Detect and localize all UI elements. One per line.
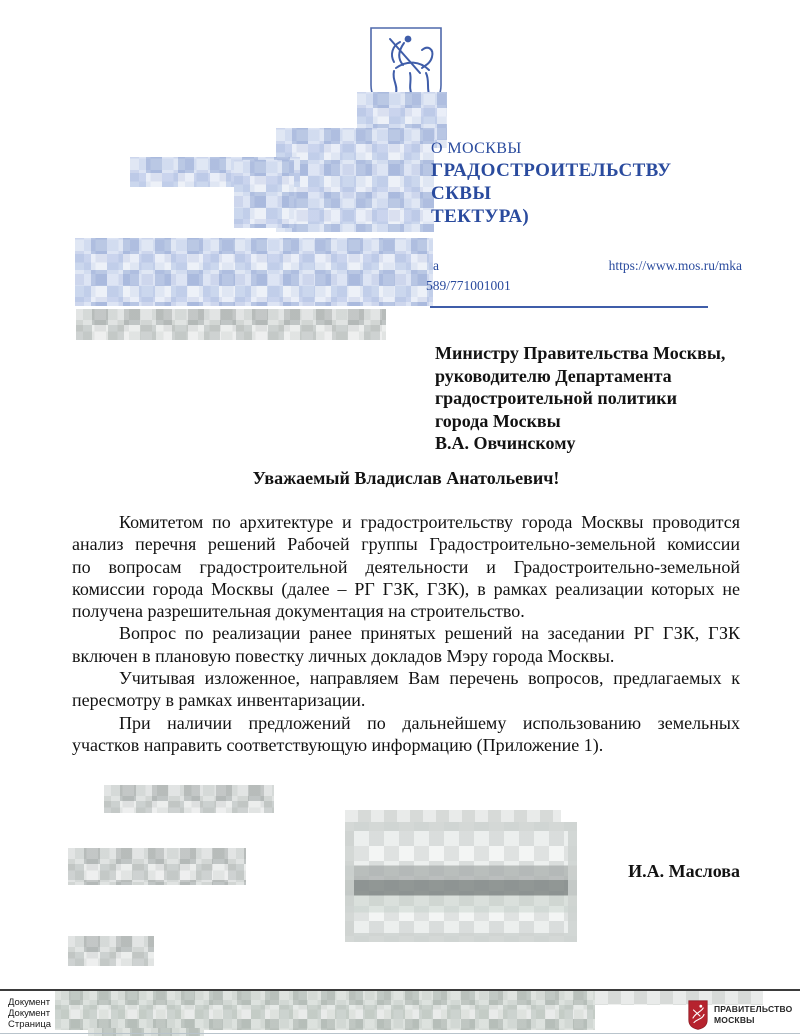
footer-doc-line: Документ <box>8 1008 51 1019</box>
redaction-stamp-block <box>345 822 577 942</box>
footer-doc-line: Страница <box>8 1019 52 1030</box>
footer-bottom-rule <box>0 1033 800 1034</box>
body-line: Учитывая изложенное, направляем Вам перечень вопросов, предлагаемых к <box>119 668 740 689</box>
redaction-block <box>234 160 294 228</box>
redaction-block <box>55 991 595 1030</box>
addressee-line: города Москвы <box>435 410 561 431</box>
body-line: При наличии предложений по дальнейшему использованию земельных <box>119 712 740 733</box>
org-name-fragment-line2: ГРАДОСТРОИТЕЛЬСТВУ <box>431 160 672 181</box>
footer-gov-line: МОСКВЫ <box>714 1014 755 1025</box>
addressee-block <box>435 342 725 455</box>
footer-doc-line: Документ <box>8 997 51 1008</box>
redaction-block <box>595 991 763 1005</box>
letterhead-divider <box>430 306 708 308</box>
footer-gov-label <box>714 1004 792 1025</box>
salutation: Уважаемый Владислав Анатольевич! <box>252 468 560 488</box>
website-link[interactable]: https://www.mos.ru/mka <box>608 258 742 273</box>
body-line: по вопросам градостроительной деятельности и Градостроительно-земельной <box>72 556 740 577</box>
body-line: участков направить соответствующую информацию (Приложение 1). <box>72 734 604 755</box>
letter-body <box>72 511 740 756</box>
org-name-fragment-line3: СКВЫ <box>431 183 492 204</box>
redaction-block <box>68 848 246 885</box>
redaction-block <box>75 238 433 306</box>
redaction-block <box>104 785 274 813</box>
addressee-line: руководителю Департамента <box>435 365 672 386</box>
contact-fragment: а <box>433 258 439 273</box>
body-line: комиссии города Москвы (далее – РГ ГЗК, ГЗК), в рамках реализации которых не <box>72 578 740 599</box>
body-line: пересмотру в рамках инвентаризации. <box>72 690 366 711</box>
redaction-block <box>76 309 386 340</box>
footer-gov-line: ПРАВИТЕЛЬСТВО <box>714 1004 793 1014</box>
redaction-block <box>88 1028 204 1036</box>
body-line: включен в плановую повестку личных докладов Мэру города Москвы. <box>72 645 615 666</box>
footer-doc-info <box>8 997 51 1030</box>
body-line: получена разрешительная документация на строительство. <box>72 601 525 622</box>
moscow-government-emblem-icon <box>688 1000 708 1030</box>
body-line: Комитетом по архитектуре и градостроительству города Москвы проводится <box>119 512 740 532</box>
body-line: анализ перечня решений Рабочей группы Градостроительно-земельной комиссии <box>72 534 740 555</box>
redaction-block <box>68 936 154 966</box>
org-name-fragment-line4: ТЕКТУРА) <box>431 206 530 227</box>
addressee-line: Министру Правительства Москвы, <box>435 343 726 363</box>
addressee-line: градостроительной политики <box>435 388 677 408</box>
signer-name: И.А. Маслова <box>628 861 740 881</box>
org-name-fragment-line1: О МОСКВЫ <box>431 140 522 157</box>
inn-kpp-fragment: 589/771001001 <box>426 278 511 293</box>
addressee-line: В.А. Овчинскому <box>435 433 576 453</box>
body-line: Вопрос по реализации ранее принятых решений на заседании РГ ГЗК, ГЗК <box>119 623 740 644</box>
